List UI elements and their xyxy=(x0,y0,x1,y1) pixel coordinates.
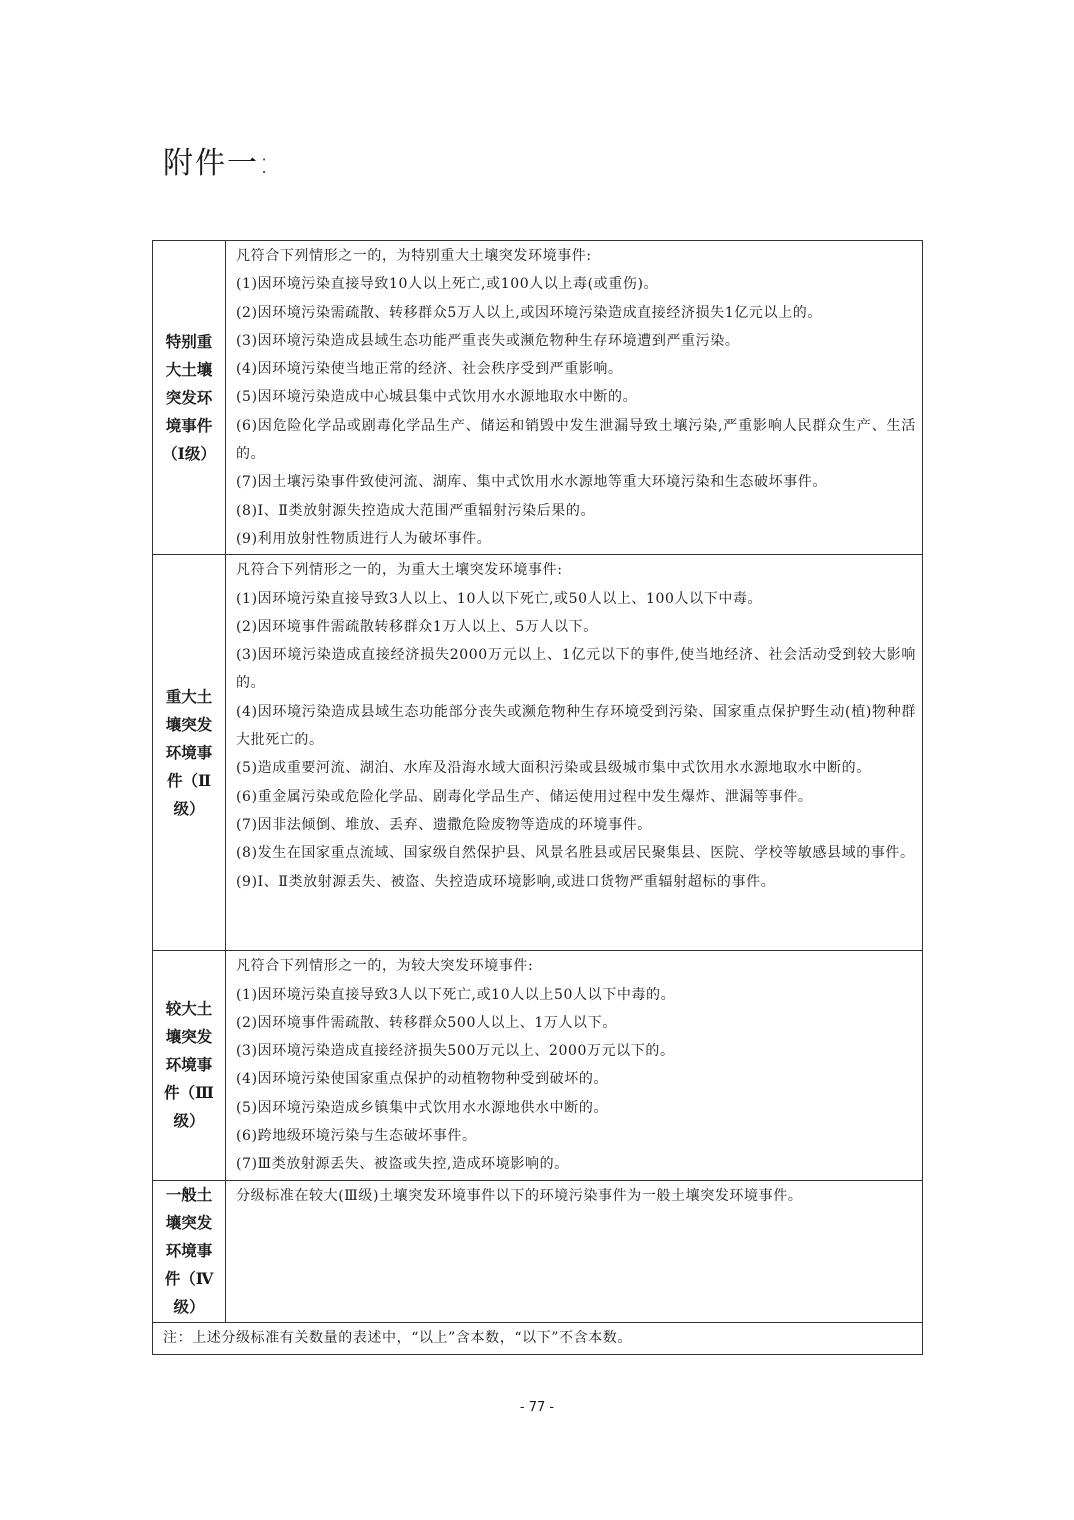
criteria-line: (2)因环境事件需疏散、转移群众500人以上、1万人以下。 xyxy=(236,1014,617,1031)
criteria-line: 凡符合下列情形之一的，为较大突发环境事件: xyxy=(236,958,534,975)
grade-row xyxy=(153,1180,923,1322)
criteria-line: (2)因环境污染需疏散、转移群众5万人以上,或因环境污染造成直接经济损失1亿元以上的。 xyxy=(236,304,822,321)
criteria-line: (7)因非法倾倒、堆放、丢弃、遗撒危险废物等造成的环境事件。 xyxy=(236,816,652,833)
criteria-line: (1)因环境污染直接导致10人以上死亡,或100人以上毒(或重伤)。 xyxy=(236,276,659,293)
grade-row xyxy=(153,555,923,951)
criteria-line: (4)因环境污染使国家重点保护的动植物物种受到破坏的。 xyxy=(236,1071,609,1088)
criteria-line: (4)因环境污染使当地正常的经济、社会秩序受到严重影响。 xyxy=(236,361,623,378)
criteria-line: (9)Ⅰ、Ⅱ类放射源丢失、被盗、失控造成环境影响,或进口货物严重辐射超标的事件。 xyxy=(236,873,776,890)
criteria-line: (1)因环境污染直接导致3人以下死亡,或10人以上50人以下中毒的。 xyxy=(236,986,676,1003)
criteria-line: (3)因环境污染造成直接经济损失500万元以上、2000万元以下的。 xyxy=(236,1043,675,1060)
criteria-line: (6)因危险化学品或剧毒化学品生产、储运和销毁中发生泄漏导致土壤污染,严重影响人民群众生产、生活的。 xyxy=(236,417,916,463)
criteria-line: 分级标准在较大(Ⅲ级)土壤突发环境事件以下的环境污染事件为一般土壤突发环境事件。 xyxy=(236,1187,803,1204)
emergency-grading-table xyxy=(152,240,923,1355)
level-label: 一般土壤突发环境事件（Ⅳ级） xyxy=(164,1185,214,1317)
criteria-line: (4)因环境污染造成县域生态功能部分丧失或濒危物种生存环境受到污染、国家重点保护野生动(植)物种群大批死亡的。 xyxy=(236,703,916,749)
criteria-line: (8)Ⅰ、Ⅱ类放射源失控造成大范围严重辐射污染后果的。 xyxy=(236,502,596,519)
criteria-line: (8)发生在国家重点流域、国家级自然保护县、风景名胜县或居民聚集县、医院、学校等敏感县域的事件。 xyxy=(236,845,915,862)
page-number: - 77 - xyxy=(519,1400,555,1415)
attachment-title: 附件一: xyxy=(163,146,272,181)
level-label: 重大土壤突发环境事件（Ⅱ级） xyxy=(165,686,213,818)
note-row xyxy=(153,1322,923,1354)
criteria-line: (6)跨地级环境污染与生态破坏事件。 xyxy=(236,1128,477,1145)
grade-row xyxy=(153,241,923,555)
table-note: 注：上述分级标准有关数量的表述中，“以上”含本数，“以下”不含本数。 xyxy=(153,1322,923,1354)
criteria-line: 凡符合下列情形之一的，为重大土壤突发环境事件: xyxy=(236,562,563,579)
criteria-line: (6)重金属污染或危险化学品、剧毒化学品生产、储运使用过程中发生爆炸、泄漏等事件。 xyxy=(236,788,813,805)
level-label: 较大土壤突发环境事件（Ⅲ级） xyxy=(164,999,214,1131)
criteria-line: (5)因环境污染造成中心城县集中式饮用水水源地取水中断的。 xyxy=(236,389,638,406)
criteria-cell xyxy=(226,555,923,951)
criteria-line: (2)因环境事件需疏散转移群众1万人以上、5万人以下。 xyxy=(236,618,598,635)
criteria-line: (3)因环境污染造成直接经济损失2000万元以上、1亿元以下的事件,使当地经济、社会活动受到较大影响的。 xyxy=(236,647,916,692)
level-label: 特别重大土壤突发环境事件（Ⅰ级） xyxy=(162,331,216,463)
criteria-line: (1)因环境污染直接导致3人以上、10人以下死亡,或50人以上、100人以下中毒。 xyxy=(236,590,763,607)
grade-row xyxy=(153,951,923,1180)
criteria-cell xyxy=(226,241,923,555)
grading-table-body xyxy=(153,241,923,1355)
criteria-line: (7)因土壤污染事件致使河流、湖库、集中式饮用水水源地等重大环境污染和生态破坏事件。 xyxy=(236,474,828,491)
criteria-line: (5)因环境污染造成乡镇集中式饮用水水源地供水中断的。 xyxy=(236,1099,609,1116)
level-cell xyxy=(153,555,226,951)
criteria-line: (3)因环境污染造成县域生态功能严重丧失或濒危物种生存环境遭到严重污染。 xyxy=(236,332,740,349)
criteria-line: (5)造成重要河流、湖泊、水库及沿海水域大面积污染或县级城市集中式饮用水水源地取水中断的。 xyxy=(236,760,871,777)
criteria-line: (7)Ⅲ类放射源丢失、被盗或失控,造成环境影响的。 xyxy=(236,1156,569,1173)
criteria-cell xyxy=(226,1180,923,1322)
level-cell xyxy=(153,241,226,555)
criteria-line: 凡符合下列情形之一的，为特别重大土壤突发环境事件: xyxy=(236,248,592,264)
criteria-cell xyxy=(226,951,923,1180)
level-cell xyxy=(153,1180,226,1322)
criteria-line: (9)利用放射性物质进行人为破坏事件。 xyxy=(236,530,492,547)
level-cell xyxy=(153,951,226,1180)
